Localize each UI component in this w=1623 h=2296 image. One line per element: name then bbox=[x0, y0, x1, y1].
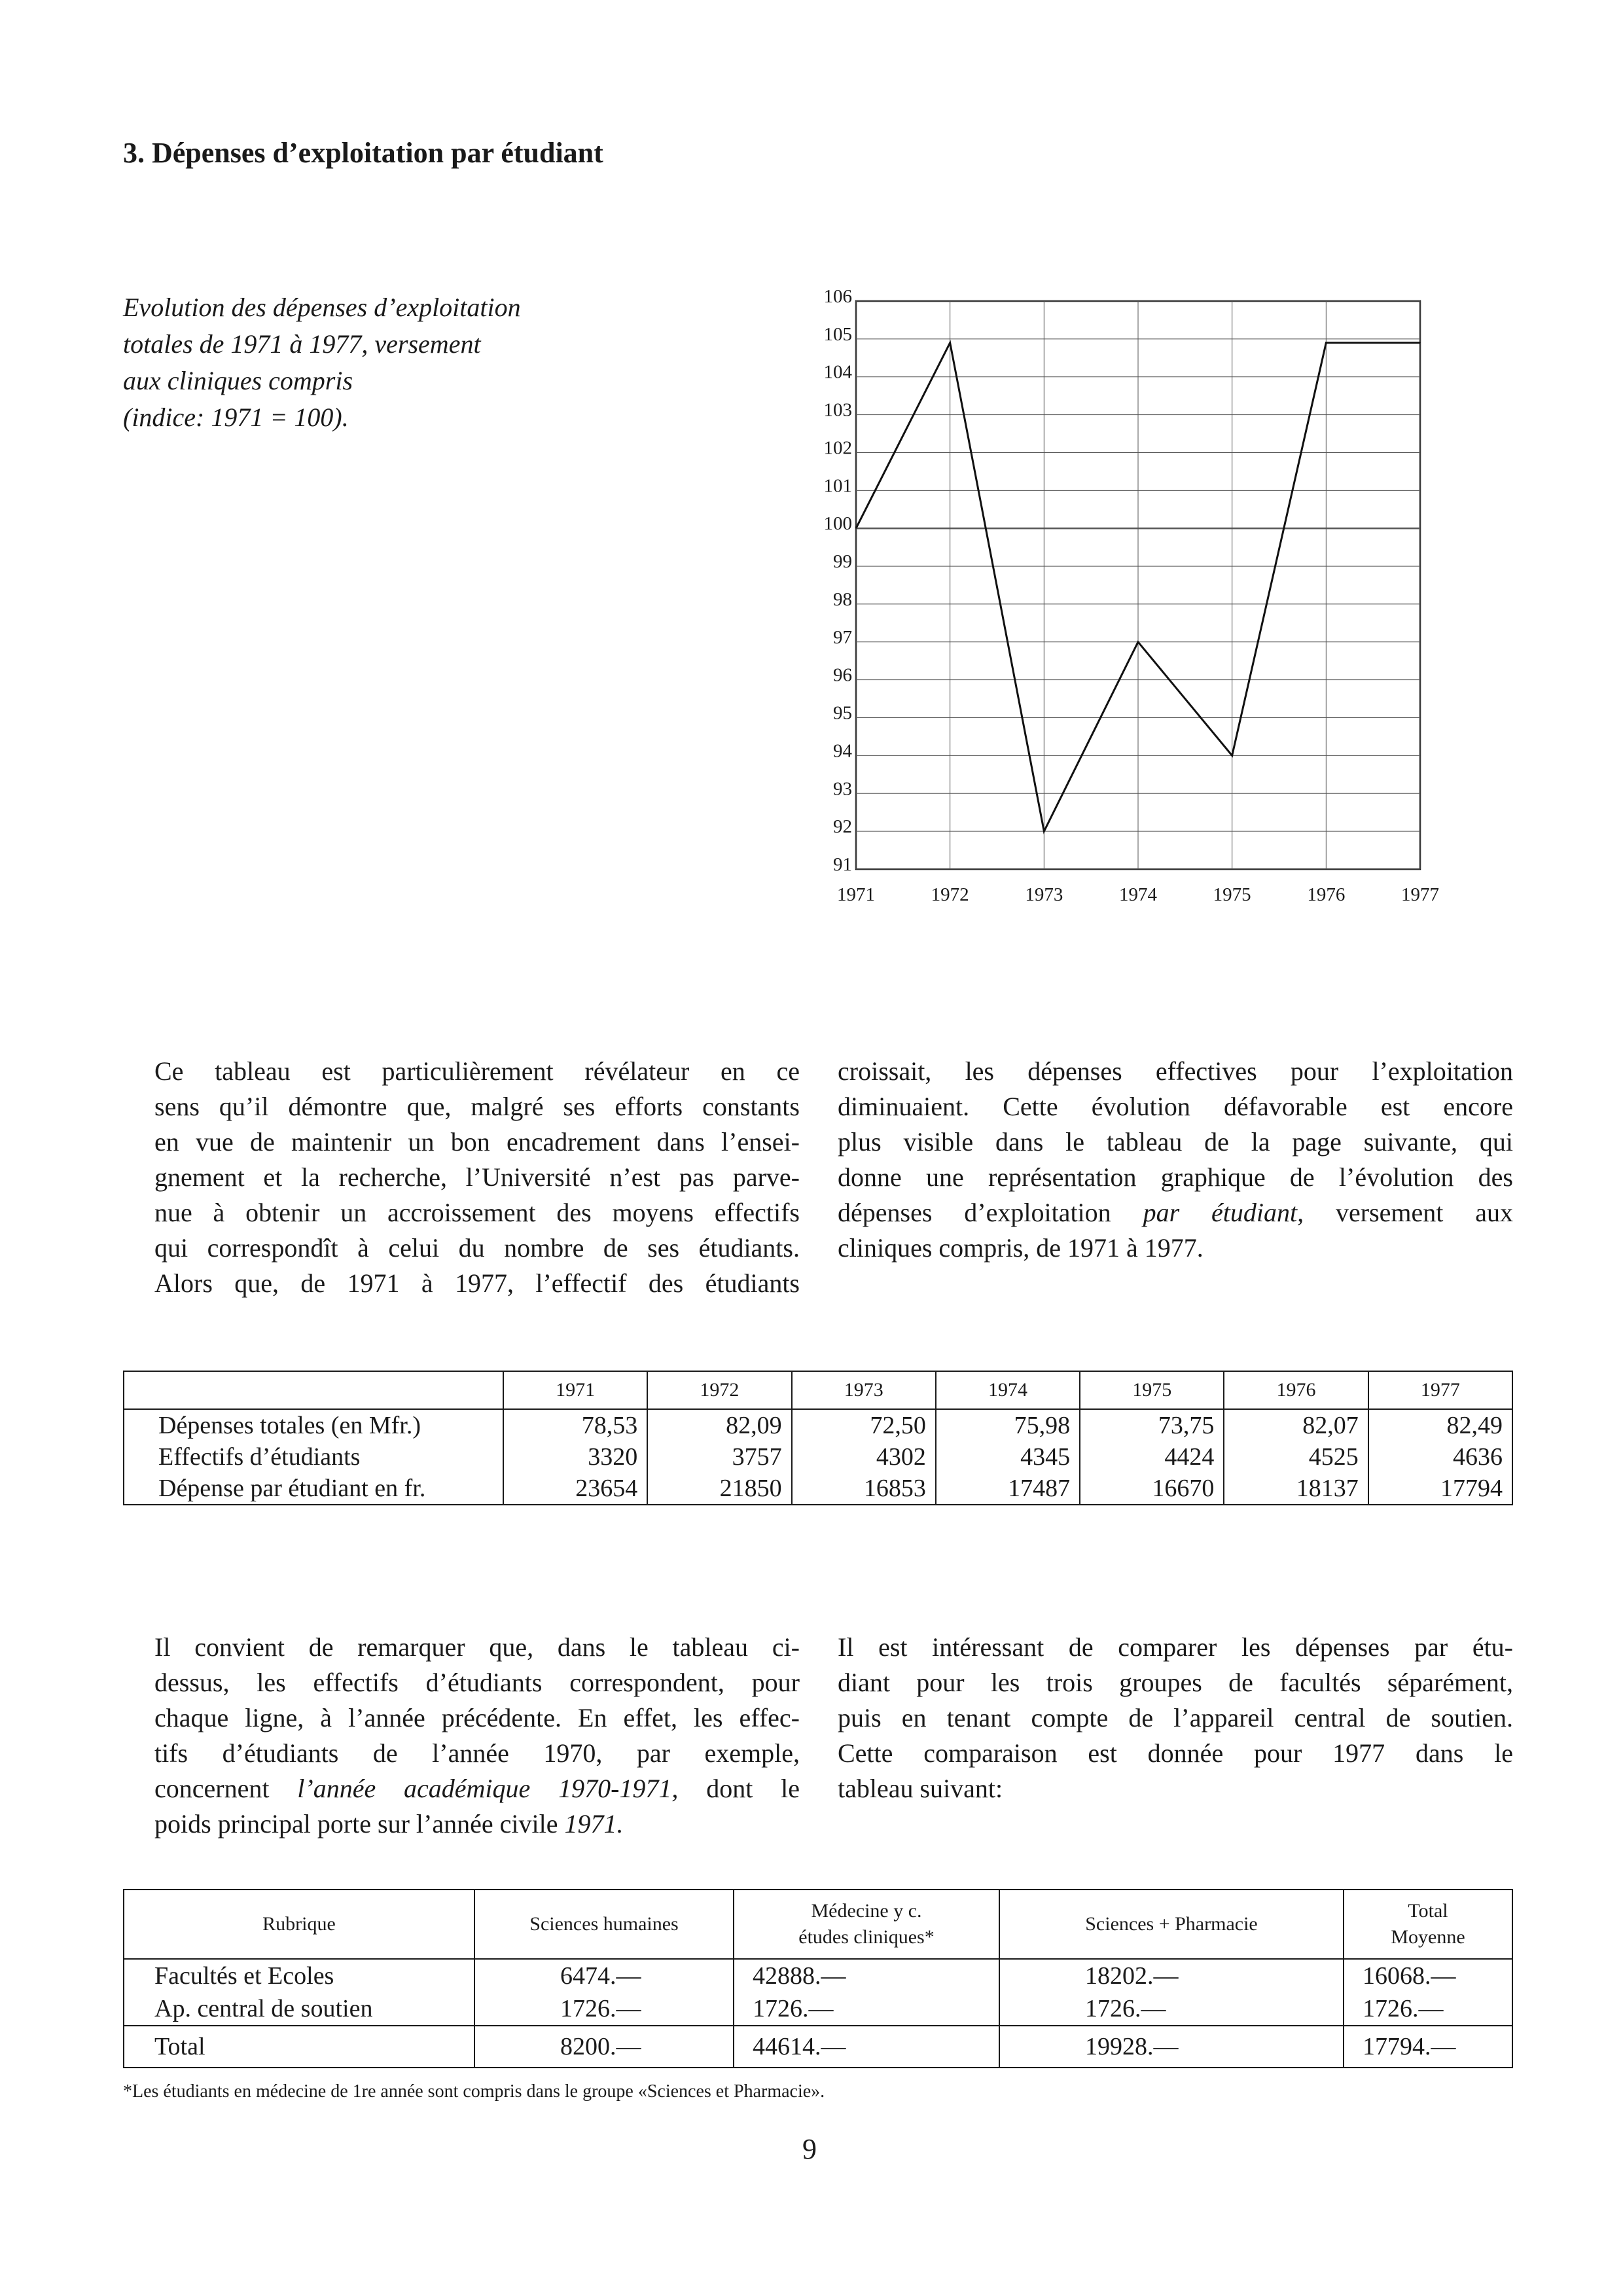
table-cell: 75,98 bbox=[936, 1409, 1080, 1441]
y-tick-label: 100 bbox=[823, 513, 852, 535]
table-cell: 78,53 bbox=[503, 1409, 647, 1441]
text-line: tableau suivant: bbox=[838, 1774, 1003, 1803]
y-tick-label: 93 bbox=[833, 778, 852, 800]
table-cell: 18202.— bbox=[999, 1959, 1344, 1992]
page-number: 9 bbox=[802, 2133, 817, 2165]
faculty-comparison-table bbox=[123, 1889, 1513, 2068]
table-cell: 4424 bbox=[1080, 1441, 1224, 1473]
text-line: Ce tableau est particulièrement révélateur en ce bbox=[154, 1056, 800, 1086]
y-tick-label: 104 bbox=[823, 361, 852, 383]
table-cell: 1726.— bbox=[734, 1992, 999, 2026]
table-cell: 17794.— bbox=[1344, 2026, 1512, 2068]
table-cell: 4345 bbox=[936, 1441, 1080, 1473]
table-cell: 16853 bbox=[792, 1473, 936, 1505]
caption-line: totales de 1971 à 1977, versement bbox=[123, 329, 481, 359]
table-cell: 42888.— bbox=[734, 1959, 999, 1992]
y-tick-label: 91 bbox=[833, 854, 852, 875]
text-line: cliniques compris, de 1971 à 1977. bbox=[838, 1233, 1204, 1263]
year-header: 1975 bbox=[1080, 1371, 1224, 1409]
table-cell: 18137 bbox=[1224, 1473, 1368, 1505]
paragraph-3 bbox=[154, 1630, 800, 1842]
x-tick-label: 1977 bbox=[1401, 884, 1439, 905]
paragraph-2 bbox=[838, 1054, 1513, 1266]
x-tick-label: 1974 bbox=[1119, 884, 1157, 905]
text-line bbox=[154, 1771, 800, 1806]
table-cell: 4525 bbox=[1224, 1441, 1368, 1473]
text-segment: dépenses d’exploitation bbox=[838, 1198, 1111, 1227]
table-header-row bbox=[124, 1890, 1512, 1959]
year-header: 1976 bbox=[1224, 1371, 1368, 1409]
table-row bbox=[124, 1441, 1512, 1473]
year-header: 1971 bbox=[503, 1371, 647, 1409]
emphasis-text: 1971. bbox=[564, 1809, 624, 1839]
text-line: chaque ligne, à l’année précédente. En effet, les effec- bbox=[154, 1703, 800, 1732]
table-cell: 23654 bbox=[503, 1473, 647, 1505]
x-tick-label: 1972 bbox=[931, 884, 969, 905]
table-cell: 1726.— bbox=[999, 1992, 1344, 2026]
y-tick-label: 92 bbox=[833, 816, 852, 838]
footnote: *Les étudiants en médecine de 1re année sont compris dans le groupe «Sciences et Pharmacie». bbox=[123, 2081, 825, 2102]
emphasis-text: l’année académique 1970-1971, bbox=[297, 1774, 679, 1803]
text-line: diminuaient. Cette évolution défavorable est encore bbox=[838, 1092, 1513, 1121]
table-cell: 17487 bbox=[936, 1473, 1080, 1505]
data-point bbox=[856, 528, 857, 529]
y-tick-label: 105 bbox=[823, 323, 852, 345]
row-label: Effectifs d’étudiants bbox=[124, 1441, 503, 1473]
x-tick-label: 1973 bbox=[1025, 884, 1063, 905]
text-line: diant pour les trois groupes de facultés séparément, bbox=[838, 1668, 1513, 1697]
table-cell: 16670 bbox=[1080, 1473, 1224, 1505]
table-cell: 3757 bbox=[647, 1441, 791, 1473]
header-line: Total bbox=[1408, 1900, 1448, 1922]
year-header: 1973 bbox=[792, 1371, 936, 1409]
row-label: Dépenses totales (en Mfr.) bbox=[124, 1409, 503, 1441]
text-line: Il convient de remarquer que, dans le tableau ci- bbox=[154, 1632, 800, 1662]
text-line bbox=[838, 1195, 1513, 1230]
row-label: Ap. central de soutien bbox=[124, 1992, 474, 2026]
table-row bbox=[124, 1409, 1512, 1441]
text-line: qui correspondît à celui du nombre de ses étudiants. bbox=[154, 1233, 800, 1263]
table-cell: 6474.— bbox=[474, 1959, 734, 1992]
index-line-chart bbox=[805, 281, 1439, 923]
table-row bbox=[124, 1473, 1512, 1505]
text-line: tifs d’étudiants de l’année 1970, par exemple, bbox=[154, 1738, 800, 1768]
text-line: Alors que, de 1971 à 1977, l’effectif des étudiants bbox=[154, 1268, 800, 1298]
table-cell: 82,09 bbox=[647, 1409, 791, 1441]
text-line: puis en tenant compte de l’appareil central de soutien. bbox=[838, 1703, 1513, 1732]
table-cell: 82,49 bbox=[1368, 1409, 1512, 1441]
year-header: 1974 bbox=[936, 1371, 1080, 1409]
year-header: 1977 bbox=[1368, 1371, 1512, 1409]
table-row bbox=[124, 1959, 1512, 1992]
table-cell: 3320 bbox=[503, 1441, 647, 1473]
expenses-table bbox=[123, 1371, 1513, 1505]
text-line: croissait, les dépenses effectives pour l’exploitation bbox=[838, 1056, 1513, 1086]
y-tick-label: 98 bbox=[833, 588, 852, 610]
table-cell: 19928.— bbox=[999, 2026, 1344, 2068]
table-total-row bbox=[124, 2026, 1512, 2068]
column-header: Sciences + Pharmacie bbox=[999, 1890, 1344, 1959]
column-header: Sciences humaines bbox=[474, 1890, 734, 1959]
caption-line: (indice: 1971 = 100). bbox=[123, 403, 349, 432]
x-tick-label: 1976 bbox=[1307, 884, 1346, 905]
header-line: Médecine y c. bbox=[811, 1900, 922, 1922]
text-segment: concernent bbox=[154, 1774, 270, 1803]
column-header bbox=[734, 1890, 999, 1959]
text-line: dessus, les effectifs d’étudiants correspondent, pour bbox=[154, 1668, 800, 1697]
table-cell: 21850 bbox=[647, 1473, 791, 1505]
caption-line: aux cliniques compris bbox=[123, 366, 353, 395]
table-row bbox=[124, 1992, 1512, 2026]
row-label: Dépense par étudiant en fr. bbox=[124, 1473, 503, 1505]
table-cell: 16068.— bbox=[1344, 1959, 1512, 1992]
header-line: Moyenne bbox=[1391, 1926, 1465, 1948]
text-segment: dont le bbox=[706, 1774, 800, 1803]
column-header bbox=[1344, 1890, 1512, 1959]
text-line: gnement et la recherche, l’Université n’est pas parve- bbox=[154, 1162, 800, 1192]
row-label: Total bbox=[124, 2026, 474, 2068]
table-cell: 1726.— bbox=[1344, 1992, 1512, 2026]
table-cell: 4636 bbox=[1368, 1441, 1512, 1473]
y-tick-label: 94 bbox=[833, 740, 852, 762]
y-tick-label: 103 bbox=[823, 399, 852, 421]
table-cell: 17794 bbox=[1368, 1473, 1512, 1505]
table-cell: 82,07 bbox=[1224, 1409, 1368, 1441]
header-line: études cliniques* bbox=[798, 1926, 935, 1948]
y-tick-label: 97 bbox=[833, 626, 852, 648]
section-heading: 3. Dépenses d’exploitation par étudiant bbox=[123, 137, 603, 169]
text-line bbox=[154, 1806, 800, 1842]
y-tick-label: 101 bbox=[823, 475, 852, 497]
y-axis-ticks bbox=[824, 286, 853, 875]
paragraph-1 bbox=[154, 1054, 800, 1301]
y-tick-label: 96 bbox=[833, 664, 852, 686]
table-cell: 73,75 bbox=[1080, 1409, 1224, 1441]
data-point bbox=[1420, 342, 1421, 343]
row-label: Facultés et Ecoles bbox=[124, 1959, 474, 1992]
text-segment: poids principal porte sur l’année civile bbox=[154, 1809, 558, 1839]
data-point bbox=[1326, 342, 1327, 343]
paragraph-4 bbox=[838, 1630, 1513, 1806]
table-cell: 44614.— bbox=[734, 2026, 999, 2068]
table-header-row bbox=[124, 1371, 1512, 1409]
y-tick-label: 106 bbox=[823, 286, 852, 307]
x-axis-ticks bbox=[837, 884, 1439, 905]
y-tick-label: 99 bbox=[833, 551, 852, 573]
chart-caption bbox=[123, 289, 647, 436]
year-header: 1972 bbox=[647, 1371, 791, 1409]
y-tick-label: 95 bbox=[833, 702, 852, 724]
text-line: donne une représentation graphique de l’évolution des bbox=[838, 1162, 1513, 1192]
text-line: Cette comparaison est donnée pour 1977 dans le bbox=[838, 1738, 1513, 1768]
chart-grid bbox=[856, 301, 1420, 869]
data-point bbox=[1138, 641, 1139, 642]
empty-header-cell bbox=[124, 1371, 503, 1409]
emphasis-text: par étudiant, bbox=[1143, 1198, 1304, 1227]
text-segment: versement aux bbox=[1336, 1198, 1514, 1227]
table-cell: 8200.— bbox=[474, 2026, 734, 2068]
table-cell: 1726.— bbox=[474, 1992, 734, 2026]
text-line: plus visible dans le tableau de la page suivante, qui bbox=[838, 1127, 1513, 1157]
text-line: Il est intéressant de comparer les dépenses par étu- bbox=[838, 1632, 1513, 1662]
y-tick-label: 102 bbox=[823, 437, 852, 459]
table-cell: 72,50 bbox=[792, 1409, 936, 1441]
x-tick-label: 1975 bbox=[1213, 884, 1251, 905]
text-line: nue à obtenir un accroissement des moyens effectifs bbox=[154, 1198, 800, 1227]
text-line: en vue de maintenir un bon encadrement dans l’ensei- bbox=[154, 1127, 800, 1157]
x-tick-label: 1971 bbox=[837, 884, 875, 905]
column-header: Rubrique bbox=[124, 1890, 474, 1959]
text-line: sens qu’il démontre que, malgré ses efforts constants bbox=[154, 1092, 800, 1121]
table-cell: 4302 bbox=[792, 1441, 936, 1473]
caption-line: Evolution des dépenses d’exploitation bbox=[123, 293, 521, 322]
